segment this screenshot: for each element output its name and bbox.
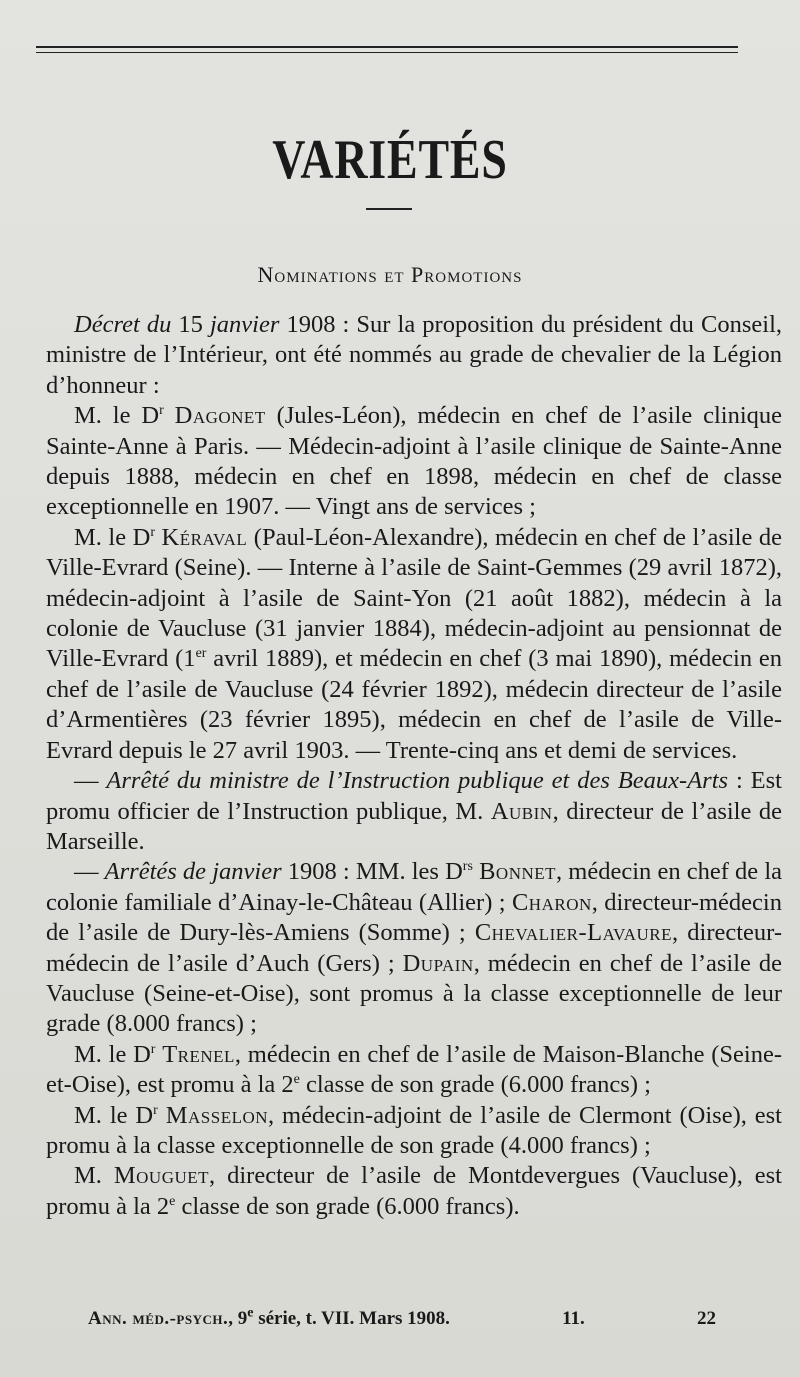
paragraph-p7 — [46, 1101, 782, 1162]
text-run: e — [293, 1072, 300, 1087]
text-run: r — [150, 1041, 156, 1057]
footer-series-prefix: , 9 — [228, 1308, 248, 1329]
text-run: M. — [74, 1162, 114, 1190]
paragraph-p8 — [46, 1161, 782, 1222]
text-run — [164, 402, 175, 429]
text-run: , médecin en chef de l’asile de Maison-Blanche (Seine-et-Oise), est promu à la 2 — [46, 1040, 783, 1099]
text-run: , directeur-médecin de l’asile d’Auch (Gers) ; — [46, 919, 782, 977]
paragraph-p5 — [46, 857, 782, 1039]
paragraph-p1 — [46, 310, 782, 401]
text-run: Arrêtés de janvier — [104, 858, 282, 886]
text-run: , médecin en chef de l’asile de Vaucluse (Seine-et-Oise), sont promus à la classe exceptionnelle de leur grade (8.000 francs) ; — [46, 949, 782, 1038]
text-run: M. le D — [74, 1101, 154, 1129]
header-rule-thick — [36, 46, 738, 48]
text-run: , directeur-médecin de l’asile de Dury-lès-Amiens (Somme) ; — [46, 888, 782, 947]
person-name: Aubin — [490, 797, 553, 825]
person-name: Bonnet — [479, 858, 557, 886]
text-run: e — [169, 1193, 176, 1209]
text-run: 15 — [178, 311, 210, 338]
text-run: (Paul-Léon-Alexandre), médecin en chef de l’asile de Ville-Evrard (Seine). — Interne à l’asile de Saint-Gemmes (29 avril 1872), médecin-adjoint à l’asile de Saint-Yon (21 août 1882), médecin à la colonie de Vaucluse (31 janvier 1884), médecin-adjoint au pensionnat de Ville-Evrard (1 — [46, 523, 782, 673]
text-run: rs — [462, 859, 473, 875]
paragraph-p3 — [46, 523, 782, 766]
text-run: janvier — [209, 311, 280, 338]
footer-citation — [88, 1305, 450, 1330]
paragraph-p4 — [46, 766, 782, 857]
text-run: — — [74, 767, 107, 795]
text-run: , directeur de l’asile de Montdevergues (Vaucluse), est promu à la 2 — [46, 1162, 782, 1220]
person-name: Masselon — [165, 1101, 269, 1129]
text-run: Décret — [74, 311, 140, 338]
text-run: r — [159, 403, 164, 419]
footer-page-number: 22 — [697, 1308, 716, 1329]
person-name: Dagonet — [174, 402, 266, 430]
footer-series-rest: série, t. VII. Mars 1908. — [253, 1308, 450, 1329]
text-run: 1908 : MM. les D — [281, 858, 463, 886]
text-run: , médecin-adjoint de l’asile de Clermont (Oise), est promu à la classe exceptionnelle de son grade (4.000 francs) ; — [46, 1101, 782, 1159]
text-run: , médecin en chef de la colonie familiale d’Ainay-le-Château (Allier) ; — [46, 858, 782, 916]
person-name: Kéraval — [161, 523, 248, 551]
page-footer — [88, 1305, 716, 1330]
text-run: classe de son grade (6.000 francs). — [175, 1192, 520, 1220]
footer-series-sup: e — [247, 1305, 254, 1321]
text-run: r — [150, 524, 155, 540]
person-name: Dupain — [402, 949, 474, 977]
text-run: du — [139, 311, 179, 338]
footer-journal: Ann. méd.-psych. — [88, 1308, 229, 1329]
text-run: classe de son grade (6.000 francs) ; — [299, 1071, 651, 1099]
text-run: er — [195, 646, 207, 662]
paragraph-p2 — [46, 401, 782, 523]
text-run: , directeur de l’asile de Marseille. — [46, 797, 782, 855]
header-rule-thin — [36, 52, 738, 53]
section-title: Nominations et Promotions — [257, 262, 523, 287]
text-run: 1908 : Sur la proposition du président du Conseil, ministre de l’Intérieur, ont été nommés au grade de chevalier de la Légion d’honneur : — [46, 311, 783, 399]
person-name: Trenel — [162, 1040, 235, 1068]
text-run: r — [153, 1102, 158, 1118]
text-run: (Jules-Léon), médecin en chef de l’asile clinique Sainte-Anne à Paris. — Médecin-adjoint à l’asile clinique de Sainte-Anne depuis 1888, médecin en chef en 1898, médecin en chef de classe exceptionnelle en 1907. — Vingt ans de services ; — [46, 402, 782, 521]
paragraph-p6 — [46, 1040, 782, 1101]
text-run: M. le D — [74, 1040, 151, 1068]
text-run: — — [74, 858, 105, 886]
title-divider — [366, 208, 412, 210]
footer-signature: 11. — [562, 1308, 585, 1329]
person-name: Mouguet — [113, 1162, 210, 1190]
text-run: avril 1889), et médecin en chef (3 mai 1890), médecin en chef de l’asile de Vaucluse (24 février 1892), médecin directeur de l’asile d’Armentières (23 février 1895), médecin en chef de l’asile de Ville-Evrard depuis le 27 avril 1903. — Trente-cinq ans et demi de services. — [46, 645, 783, 764]
person-name: Charon — [511, 888, 592, 916]
text-run: M. le D — [74, 523, 151, 551]
text-run: Arrêté du ministre de l’Instruction publique et des Beaux-Arts — [106, 767, 729, 795]
text-run: : Est promu officier de l’Instruction publique, M. — [46, 767, 782, 825]
text-run: M. le D — [74, 402, 160, 430]
person-name: Chevalier-Lavaure — [474, 919, 673, 947]
page-title: VARIÉTÉS — [272, 129, 508, 191]
text-run — [158, 1102, 166, 1129]
article-body — [46, 310, 782, 1222]
